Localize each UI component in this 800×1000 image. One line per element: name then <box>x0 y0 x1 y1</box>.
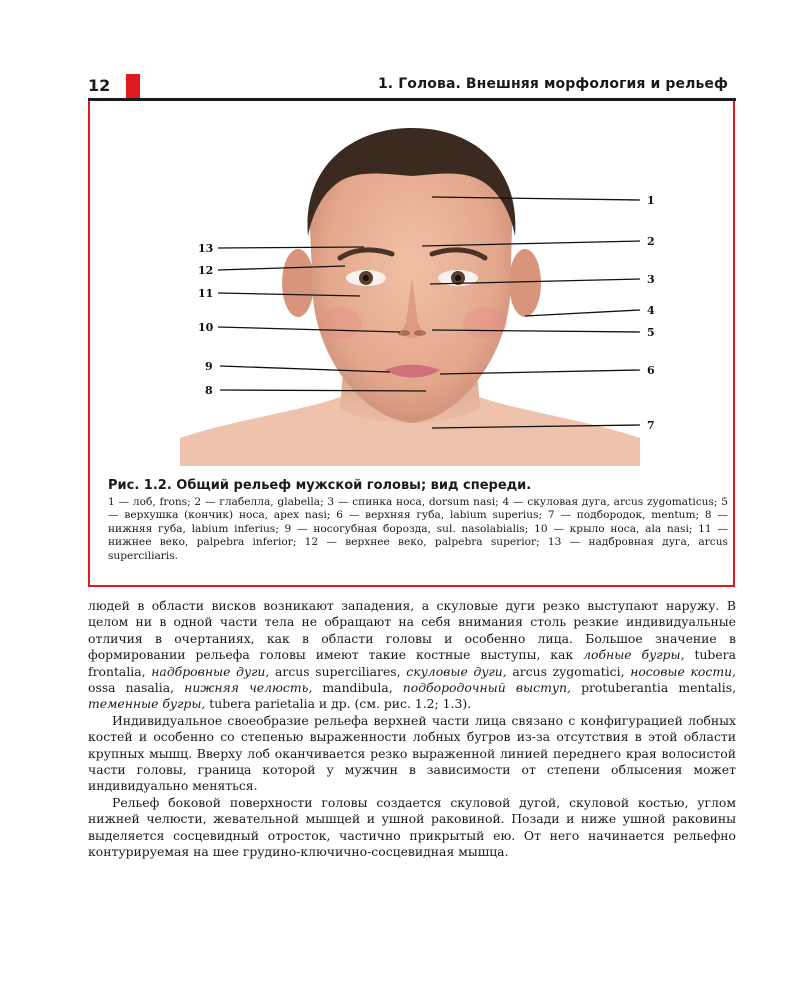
text-run: arcus zygomatici, <box>506 663 631 679</box>
callout-1: 1 <box>647 194 655 207</box>
italic-term: нижняя челюсть, <box>184 680 313 696</box>
callout-12: 12 <box>198 264 214 277</box>
text-run: tubera frontalia, <box>88 647 736 679</box>
callout-5: 5 <box>647 326 655 339</box>
callout-3: 3 <box>647 273 655 286</box>
italic-term: надбровные дуги, <box>151 663 270 679</box>
callout-10: 10 <box>198 321 214 334</box>
italic-term: лобные бугры, <box>583 647 685 663</box>
paragraph-1 <box>88 598 736 713</box>
caption-title: Рис. 1.2. Общий рельеф мужской головы; вид спереди. <box>108 478 532 493</box>
text-run: ossa nasalia, <box>88 680 185 696</box>
italic-term: скуловые дуги, <box>406 663 507 679</box>
paragraph-2: Индивидуальное своеобразие рельефа верхней части лица связано с конфигурацией лобных костей и особенно со степенью выраженности лобных бугров из-за отсутствия в этой области крупных мышц. Вверху лоб оканчивается резко выраженной линией переднего края волосистой части головы, граница которой у мужчин в зависимости от степени облысения может индивидуально меняться. <box>88 712 736 794</box>
callout-8: 8 <box>205 384 213 397</box>
text-run: mandibula, <box>312 680 403 696</box>
text-run: arcus superciliares, <box>269 663 407 679</box>
figure-callouts <box>0 0 800 480</box>
callout-13: 13 <box>198 242 214 255</box>
italic-term: подбородочный выступ, <box>402 680 571 696</box>
page-number: 12 <box>88 76 111 95</box>
italic-term: носовые кости, <box>630 663 736 679</box>
callout-11: 11 <box>198 287 214 300</box>
text-run: protuberantia mentalis, <box>570 680 737 696</box>
italic-term: теменные бугры, <box>88 696 206 712</box>
callout-7: 7 <box>647 419 655 432</box>
figure-frame-bottom <box>88 585 735 587</box>
callout-6: 6 <box>647 364 655 377</box>
callout-2: 2 <box>647 235 655 248</box>
callout-9: 9 <box>205 360 213 373</box>
running-head: 1. Голова. Внешняя морфология и рельеф <box>377 76 728 92</box>
figure-caption <box>108 478 728 563</box>
text-run: tubera parietalia и др. (см. рис. 1.2; 1.3). <box>205 696 472 712</box>
callout-4: 4 <box>647 304 655 317</box>
body-text <box>88 598 736 861</box>
paragraph-3: Рельеф боковой поверхности головы создается скуловой дугой, скуловой костью, углом нижней челюсти, жевательной мышцей и ушной раковиной. Позади и ниже ушной раковины выделяется сосцевидный отросток, частично прикрытый ею. От него начинается рельефно контурируемая на шее грудино-ключично-сосцевидная мышца. <box>88 794 736 860</box>
caption-text: 1 — лоб, frons; 2 — глабелла, glabella; 3 — спинка носа, dorsum nasi; 4 — скуловая дуга, arcus zygomaticus; 5 — верхушка (кончик) носа, apex nasi; 6 — верхняя губа, labium superius; 7 — подбородок, mentum; 8 — нижняя губа, labium inferius; 9 — носогубная борозда, sul. nasolabialis; 10 — крыло носа, ala nasi; 11 — нижнее веко, palpebra inferior; 12 — верхнее веко, palpebra superior; 13 — надбровная дуга, arcus superciliaris. <box>108 496 728 562</box>
text-run: людей в области висков возникают западения, а скуловые дуги резко выступают наружу. В целом ни в одной части тела не обращают на себя внимания столь резкие индивидуальные отличия в очертаниях, как в области головы и особенно лица. Большое значение в формировании рельефа головы имеют такие костные выступы, как <box>88 598 736 663</box>
